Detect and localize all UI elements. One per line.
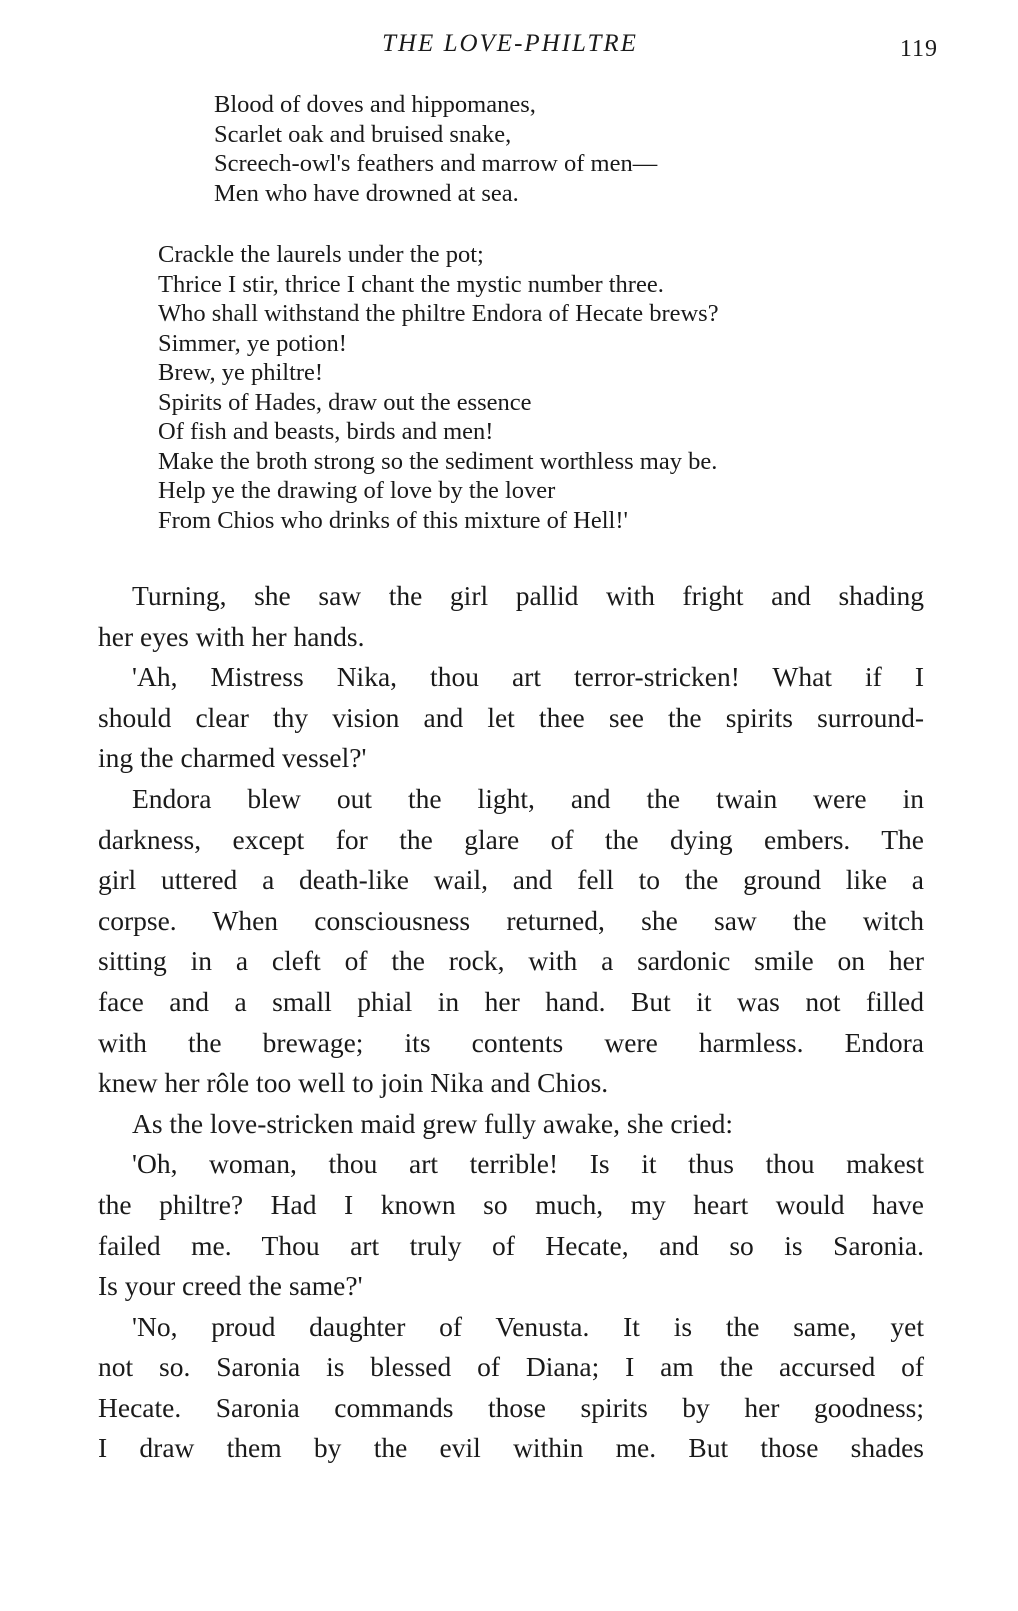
text-line: Turning, she saw the girl pallid with fright and shading	[132, 580, 924, 611]
paragraph	[98, 1144, 924, 1306]
text-line: darkness, except for the glare of the dying embers. The	[98, 823, 924, 855]
text-line: As the love-stricken maid grew fully awake, she cried:	[132, 1107, 733, 1139]
running-title: THE LOVE-PHILTRE	[382, 30, 638, 57]
verse-stanza-1	[214, 90, 657, 208]
text-line: should clear thy vision and let thee see the spirits surround-	[98, 701, 924, 733]
text-line: Hecate. Saronia commands those spirits by her goodness;	[98, 1391, 924, 1423]
verse-line: Scarlet oak and bruised snake,	[214, 120, 512, 148]
page-number: 119	[899, 36, 938, 62]
verse-line: Of fish and beasts, birds and men!	[158, 418, 494, 445]
text-line: corpse. When consciousness returned, she saw the witch	[98, 904, 924, 936]
verse-line: Who shall withstand the philtre Endora of Hecate brews?	[158, 300, 719, 327]
text-line: with the brewage; its contents were harmless. Endora	[98, 1026, 924, 1058]
text-line: girl uttered a death-like wail, and fell to the ground like a	[98, 864, 924, 896]
verse-line: Brew, ye philtre!	[158, 359, 324, 386]
verse-stanza-2	[158, 240, 719, 535]
verse-line: From Chios who drinks of this mixture of Hell!'	[158, 506, 628, 534]
text-line: 'Oh, woman, thou art terrible! Is it thus thou makest	[132, 1148, 924, 1180]
verse-line: Screech-owl's feathers and marrow of men—	[214, 150, 658, 177]
verse-line: Simmer, ye potion!	[158, 329, 347, 357]
text-line: the philtre? Had I known so much, my heart would have	[98, 1188, 924, 1220]
verse-line: Spirits of Hades, draw out the essence	[158, 388, 532, 416]
text-line: failed me. Thou art truly of Hecate, and so is Saronia.	[98, 1229, 924, 1261]
paragraph	[98, 576, 924, 657]
text-line: face and a small phial in her hand. But it was not filled	[98, 985, 924, 1017]
text-line: Is your creed the same?'	[98, 1270, 363, 1302]
text-line: her eyes with her hands.	[98, 620, 365, 652]
text-line: ing the charmed vessel?'	[98, 742, 367, 774]
text-line: not so. Saronia is blessed of Diana; I am the accursed of	[98, 1351, 924, 1383]
paragraph	[98, 1307, 924, 1469]
text-line: 'No, proud daughter of Venusta. It is the same, yet	[132, 1310, 924, 1342]
prose-body	[98, 576, 924, 1469]
text-line: Endora blew out the light, and the twain were in	[132, 782, 924, 814]
verse-line: Help ye the drawing of love by the lover	[158, 477, 556, 504]
text-line: sitting in a cleft of the rock, with a sardonic smile on her	[98, 945, 924, 977]
text-line: knew her rôle too well to join Nika and Chios.	[98, 1067, 609, 1099]
text-line: I draw them by the evil within me. But those shades	[98, 1432, 924, 1464]
paragraph	[98, 657, 924, 779]
text-line: 'Ah, Mistress Nika, thou art terror-stricken! What if I	[132, 661, 924, 693]
verse-line: Men who have drowned at sea.	[214, 179, 519, 207]
paragraph	[98, 1104, 924, 1145]
paragraph	[98, 779, 924, 1104]
verse-line: Blood of doves and hippomanes,	[214, 91, 536, 118]
verse-line: Crackle the laurels under the pot;	[158, 241, 484, 268]
page-header	[0, 30, 1018, 70]
verse-line: Make the broth strong so the sediment worthless may be.	[158, 447, 718, 475]
verse-line: Thrice I stir, thrice I chant the mystic number three.	[158, 270, 664, 298]
